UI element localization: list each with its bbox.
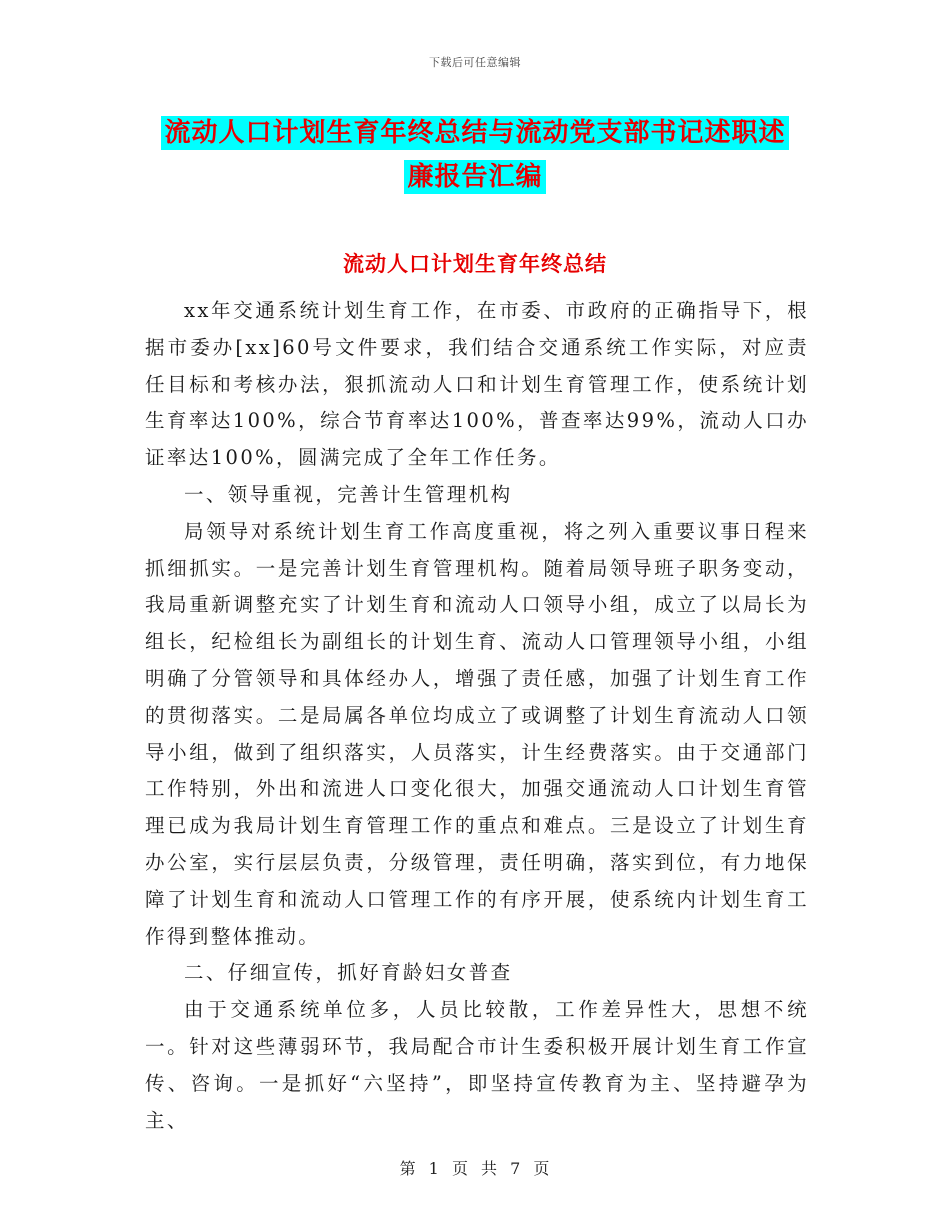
document-title-text-2: 廉报告汇编: [404, 160, 545, 194]
paragraph-leadership: 局领导对系统计划生育工作高度重视，将之列入重要议事日程来抓细抓实。一是完善计划生育管理机构。随着局领导班子职务变动，我局重新调整充实了计划生育和流动人口领导小组，成立了以局长为组长，纪检组长为副组长的计划生育、流动人口管理领导小组，小组明确了分管领导和具体经办人，增强了责任感，加强了计划生育工作的贯彻落实。二是局属各单位均成立了或调整了计划生育流动人口领导小组，做到了组织落实，人员落实，计生经费落实。由于交通部门工作特别，外出和流进人口变化很大，加强交通流动人口计划生育管理已成为我局计划生育管理工作的重点和难点。三是设立了计划生育办公室，实行层层负责，分级管理，责任明确，落实到位，有力地保障了计划生育和流动人口管理工作的有序开展，使系统内计划生育工作得到整体推动。: [145, 519, 809, 948]
document-body: [145, 293, 809, 1139]
page-number: 第 1 页 共 7 页: [399, 1159, 551, 1178]
document-title-line-1: [0, 112, 950, 149]
section-title: 流动人口计划生育年终总结: [343, 252, 607, 276]
heading-leadership: 一、领导重视，完善计生管理机构: [184, 482, 513, 506]
document-title-line-2: [0, 156, 950, 193]
page-header-note: 下载后可任意编辑: [429, 56, 521, 69]
heading-publicity: 二、仔细宣传，抓好育龄妇女普查: [184, 961, 513, 985]
paragraph-intro: xx年交通系统计划生育工作，在市委、市政府的正确指导下，根据市委办[xx]60号文件要求，我们结合交通系统工作实际，对应责任目标和考核办法，狠抓流动人口和计划生育管理工作，使系统计划生育率达100%，综合节育率达100%，普查率达99%，流动人口办证率达100%，圆满完成了全年工作任务。: [145, 299, 809, 470]
paragraph-publicity: 由于交通系统单位多，人员比较散，工作差异性大，思想不统一。针对这些薄弱环节，我局配合市计生委积极开展计划生育工作宣传、咨询。一是抓好“六坚持”，即坚持宣传教育为主、坚持避孕为主、: [145, 998, 809, 1132]
document-title-text-1: 流动人口计划生育年终总结与流动党支部书记述职述: [161, 116, 788, 150]
